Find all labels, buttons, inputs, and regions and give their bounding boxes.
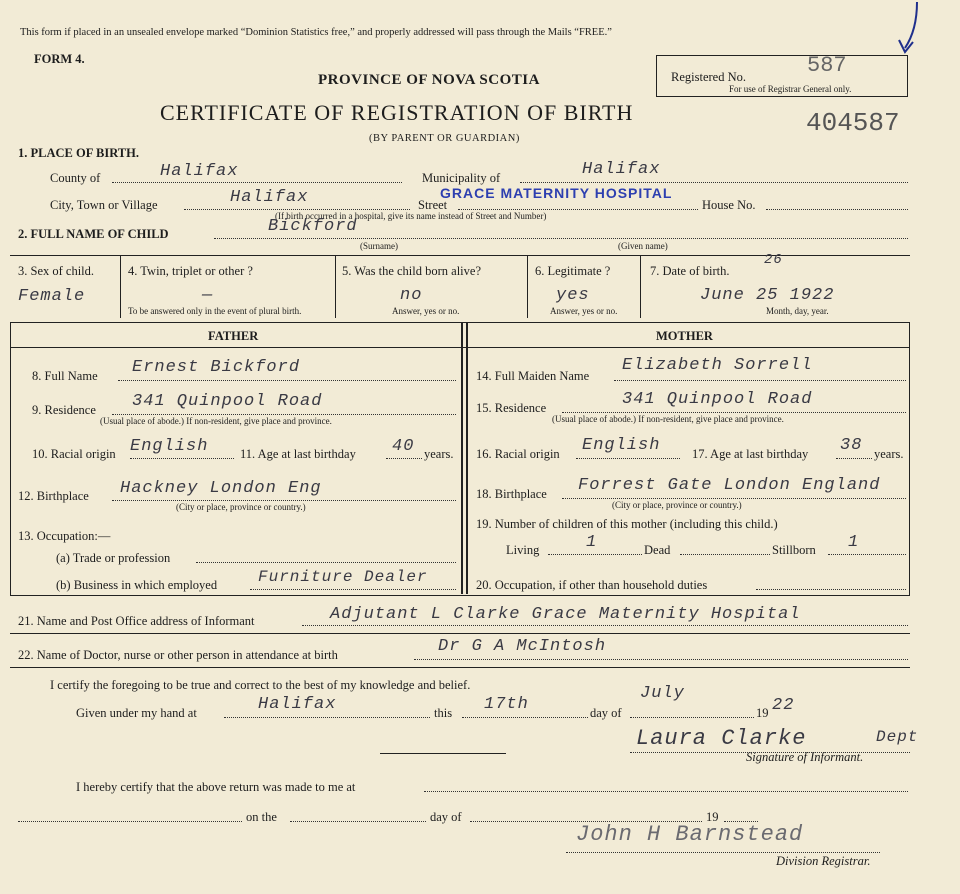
street-label: Street <box>418 198 448 212</box>
father-residence-note: (Usual place of abode.) If non-resident, give place and province. <box>100 416 332 426</box>
county-value: Halifax <box>160 162 239 181</box>
registrar-day-of: day of <box>430 810 462 824</box>
certify-statement: I certify the foregoing to be true and correct to the best of my knowledge and belief. <box>50 678 471 692</box>
father-name-value: Ernest Bickford <box>132 358 301 377</box>
mother-racial-value: English <box>582 436 661 455</box>
date-label: 7. Date of birth. <box>650 264 730 278</box>
father-birthplace-value: Hackney London Eng <box>120 479 322 498</box>
surname-value: Bickford <box>268 217 358 236</box>
surname-caption: (Surname) <box>360 241 398 251</box>
informant-signature: Laura Clarke <box>636 726 807 751</box>
this-label: this <box>434 706 453 720</box>
date-value: June 25 1922 <box>700 286 835 305</box>
serial-number: 404587 <box>806 108 900 138</box>
father-birthplace-note: (City or place, province or country.) <box>176 502 306 512</box>
father-birthplace-label: 12. Birthplace <box>18 489 89 503</box>
twin-value: — <box>202 286 214 305</box>
father-age-value: 40 <box>392 437 415 456</box>
mother-residence-value: 341 Quinpool Road <box>622 390 813 409</box>
arrow-mark-icon <box>895 0 925 60</box>
father-residence-value: 341 Quinpool Road <box>132 392 323 411</box>
occupation-label: 13. Occupation:— <box>18 529 111 543</box>
mother-birthplace-value: Forrest Gate London England <box>578 476 881 495</box>
registrar-caption: Division Registrar. <box>776 854 871 868</box>
place-of-birth-heading: 1. PLACE OF BIRTH. <box>18 146 139 160</box>
given-place-value: Halifax <box>258 695 337 714</box>
year-prefix: 19 <box>756 706 769 720</box>
alive-value: no <box>400 286 423 305</box>
registrar-on-the: on the <box>246 810 277 824</box>
date-note: Month, day, year. <box>766 306 829 316</box>
alive-note: Answer, yes or no. <box>392 306 460 316</box>
mother-years: years. <box>874 447 904 461</box>
mother-occupation-label: 20. Occupation, if other than household duties <box>476 578 708 592</box>
informant-value: Adjutant L Clarke Grace Maternity Hospital <box>330 605 801 624</box>
city-value: Halifax <box>230 188 309 207</box>
informant-signature-suffix: Dept <box>876 728 919 746</box>
twin-label: 4. Twin, triplet or other ? <box>128 264 253 278</box>
registrar-statement: I hereby certify that the above return was made to me at <box>76 780 356 794</box>
mother-name-value: Elizabeth Sorrell <box>622 356 813 375</box>
mother-heading: MOTHER <box>656 329 713 343</box>
business-value: Furniture Dealer <box>258 568 428 586</box>
date-correction: 26 <box>764 252 783 268</box>
mother-birthplace-label: 18. Birthplace <box>476 487 547 501</box>
living-value: 1 <box>586 533 598 552</box>
children-label: 19. Number of children of this mother (including this child.) <box>476 517 778 531</box>
mother-birthplace-note: (City or place, province or country.) <box>612 500 742 510</box>
day-value: 17th <box>484 695 529 714</box>
mother-racial-label: 16. Racial origin <box>476 447 560 461</box>
informant-signature-caption: Signature of Informant. <box>746 750 864 764</box>
twin-note: To be answered only in the event of plural birth. <box>128 306 302 316</box>
father-age-label: 11. Age at last birthday <box>240 447 356 461</box>
page-title: CERTIFICATE OF REGISTRATION OF BIRTH <box>160 100 634 125</box>
registered-number: 587 <box>807 53 847 78</box>
child-name-label: 2. FULL NAME OF CHILD <box>18 227 169 241</box>
registrar-year-prefix: 19 <box>706 810 719 824</box>
mother-residence-label: 15. Residence <box>476 401 547 415</box>
registrar-note: For use of Registrar General only. <box>729 84 852 94</box>
doctor-label: 22. Name of Doctor, nurse or other person in attendance at birth <box>18 648 338 662</box>
registrar-signature: John H Barnstead <box>576 822 804 847</box>
given-label: Given under my hand at <box>76 706 197 720</box>
page-subtitle: (BY PARENT OR GUARDIAN) <box>369 133 520 144</box>
father-residence-label: 9. Residence <box>32 403 96 417</box>
registered-label: Registered No. <box>671 70 746 84</box>
business-label: (b) Business in which employed <box>56 578 218 592</box>
legitimate-label: 6. Legitimate ? <box>535 264 611 278</box>
registrar-box <box>656 55 908 97</box>
day-of-label: day of <box>590 706 622 720</box>
house-label: House No. <box>702 198 756 212</box>
sex-label: 3. Sex of child. <box>18 264 95 278</box>
father-racial-value: English <box>130 437 209 456</box>
hospital-stamp: GRACE MATERNITY HOSPITAL <box>440 185 673 201</box>
trade-label: (a) Trade or profession <box>56 551 171 565</box>
living-label: Living <box>506 543 540 557</box>
alive-label: 5. Was the child born alive? <box>342 264 482 278</box>
municipality-label: Municipality of <box>422 171 501 185</box>
stillborn-value: 1 <box>848 533 860 552</box>
given-name-caption: (Given name) <box>618 241 668 251</box>
dead-label: Dead <box>644 543 671 557</box>
father-name-label: 8. Full Name <box>32 369 98 383</box>
mailing-notice: This form if placed in an unsealed envelope marked “Dominion Statistics free,” and properly addressed will pass through the Mails “FREE.” <box>20 27 612 38</box>
hospital-note: (If birth occurred in a hospital, give its name instead of Street and Number) <box>275 211 547 221</box>
mother-name-label: 14. Full Maiden Name <box>476 369 590 383</box>
city-label: City, Town or Village <box>50 198 158 212</box>
province-heading: PROVINCE OF NOVA SCOTIA <box>318 72 540 88</box>
stillborn-label: Stillborn <box>772 543 816 557</box>
doctor-value: Dr G A McIntosh <box>438 637 607 656</box>
mother-age-label: 17. Age at last birthday <box>692 447 809 461</box>
father-years: years. <box>424 447 454 461</box>
year-value: 22 <box>772 696 795 715</box>
father-heading: FATHER <box>208 329 259 343</box>
form-number: FORM 4. <box>34 52 85 66</box>
mother-age-value: 38 <box>840 436 863 455</box>
informant-label: 21. Name and Post Office address of Informant <box>18 614 255 628</box>
month-value: July <box>640 684 685 703</box>
father-racial-label: 10. Racial origin <box>32 447 116 461</box>
legitimate-note: Answer, yes or no. <box>550 306 618 316</box>
mother-residence-note: (Usual place of abode.) If non-resident, give place and province. <box>552 414 784 424</box>
municipality-value: Halifax <box>582 160 661 179</box>
sex-value: Female <box>18 287 86 306</box>
county-label: County of <box>50 171 101 185</box>
legitimate-value: yes <box>556 286 590 305</box>
